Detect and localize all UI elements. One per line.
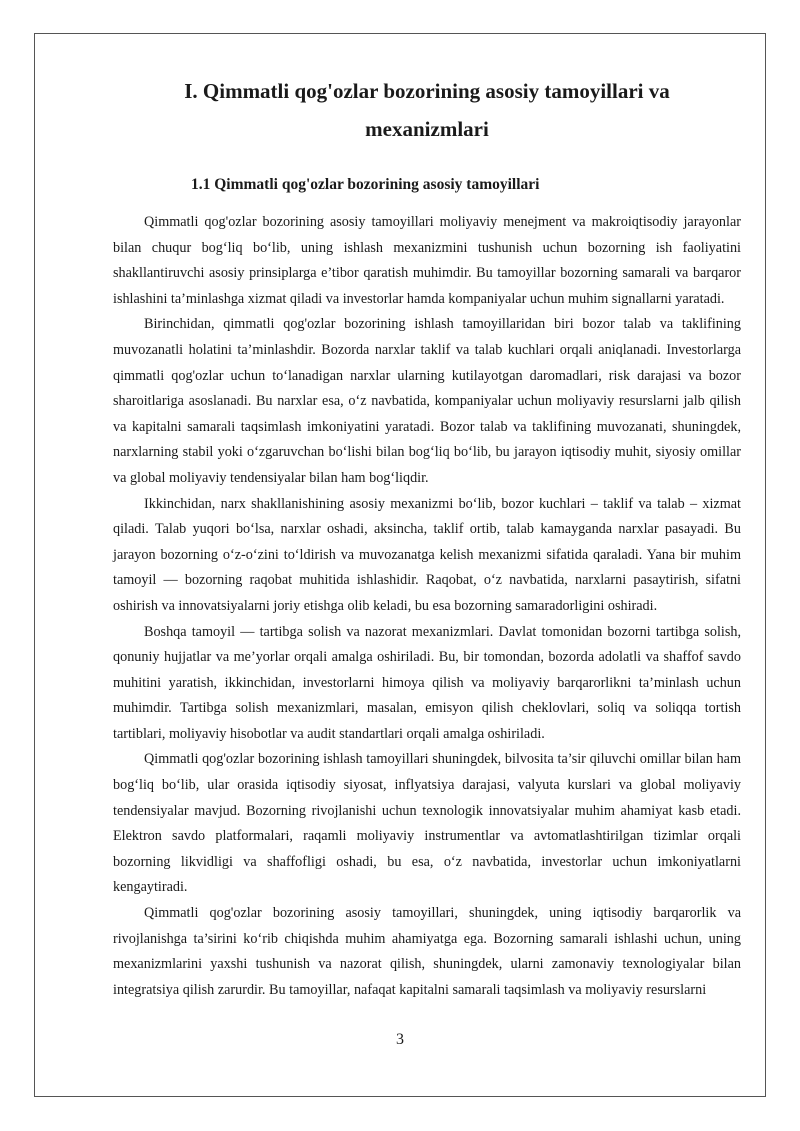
paragraph-1: Qimmatli qog'ozlar bozorining asosiy tamoyillari moliyaviy menejment va makroiqtisodiy jarayonlar bilan chuqur bog‘liq bo‘lib, uning ishlash mexanizmini tushunish uchun bozorning ish faoliyatini shakllantiruvchi asosiy prinsiplarga e’tibor qaratish muhimdir. Bu tamoyillar bozorning samarali va barqaror ishlashini ta’minlashga xizmat qiladi va investorlar hamda kompaniyalar uchun muhim signallarni yaratadi. xyxy=(113,214,741,307)
paragraph-2: Birinchidan, qimmatli qog'ozlar bozorining ishlash tamoyillaridan biri bozor talab va taklifining muvozanatli holatini ta’minlashdir. Bozorda narxlar taklif va talab kuchlari orqali aniqlanadi. Investorlarga qimmatli qog'ozlar uchun to‘lanadigan narxlar ularning kutilayotgan daromadlari, risk darajasi va bozor sharoitlariga asoslanadi. Bu narxlar esa, o‘z navbatida, kompaniyalar uchun moliyaviy resurslarni jalb qilish va kapitalni samarali taqsimlash imkoniyatini yaratadi. Bozor talab va taklifining muvozanati, shuningdek, narxlarning stabil yoki o‘zgaruvchan bo‘lishi bilan bog‘liq bo‘lib, bu jarayon iqtisodiy muhit, siyosiy omillar va global moliyaviy tendensiyalar bilan ham bog‘liqdir. xyxy=(113,316,741,486)
document-body xyxy=(113,72,741,1003)
paragraph-6: Qimmatli qog'ozlar bozorining asosiy tamoyillari, shuningdek, uning iqtisodiy barqarorlik va rivojlanishga ta’sirini ko‘rib chiqishda muhim ahamiyatga ega. Bozorning samarali ishlashi uchun, uning mexanizmlarini yaxshi tushunish va nazorat qilish, shuningdek, ularni zamonaviy texnologiyalar bilan integratsiya qilish zarurdir. Bu tamoyillar, nafaqat kapitalni samarali taqsimlash va moliyaviy resurslarni xyxy=(113,905,741,998)
section-title: 1.1 Qimmatli qog'ozlar bozorining asosiy tamoyillari xyxy=(191,176,540,193)
paragraph-5: Qimmatli qog'ozlar bozorining ishlash tamoyillari shuningdek, bilvosita ta’sir qiluvchi omillar bilan ham bog‘liq bo‘lib, ular orasida iqtisodiy siyosat, inflyatsiya darajasi, valyuta kurslari va global moliyaviy tendensiyalar mavjud. Bozorning rivojlanishi uchun texnologik innovatsiyalar muhim ahamiyat kasb etadi. Elektron savdo platformalari, raqamli moliyaviy instrumentlar va avtomatlashtirilgan tizimlar orqali bozorning likvidligi va shaffofligi oshadi, bu esa, o‘z navbatida, investorlar uchun imkoniyatlarni kengaytiradi. xyxy=(113,751,741,896)
paragraph-3: Ikkinchidan, narx shakllanishining asosiy mexanizmi bo‘lib, bozor kuchlari – taklif va talab – xizmat qiladi. Talab yuqori bo‘lsa, narxlar oshadi, aksincha, taklif ortib, talab kamayganda narxlar pasayadi. Bu jarayon bozorning o‘z-o‘zini to‘ldirish va muvozanatga kelish mexanizmi sifatida qaraladi. Yana bir muhim tamoyil — bozorning raqobat muhitida ishlashidir. Raqobat, o‘z navbatida, narxlarni pasaytirish, sifatni oshirish va innovatsiyalarni joriy etishga olib keladi, bu esa bozorning samaradorligini oshiradi. xyxy=(113,495,741,614)
chapter-title: I. Qimmatli qog'ozlar bozorining asosiy tamoyillari va mexanizmlari xyxy=(184,79,670,141)
paragraph-4: Boshqa tamoyil — tartibga solish va nazorat mexanizmlari. Davlat tomonidan bozorni tartibga solish, qonuniy hujjatlar va me’yorlar orqali amalga oshiriladi. Bu, bir tomondan, bozorda adolatli va shaffof savdo muhitini yaratish, ikkinchidan, investorlarni himoya qilish va moliyaviy barqarorlikni ta’minlash uchun muhimdir. Tartibga solish mexanizmlari, masalan, emisyon qilish cheklovlari, soliq va soliqqa tortish tartiblari, moliyaviy hisobotlar va audit standartlari orqali amalga oshiriladi. xyxy=(113,623,741,742)
page-number: 3 xyxy=(396,1031,404,1048)
